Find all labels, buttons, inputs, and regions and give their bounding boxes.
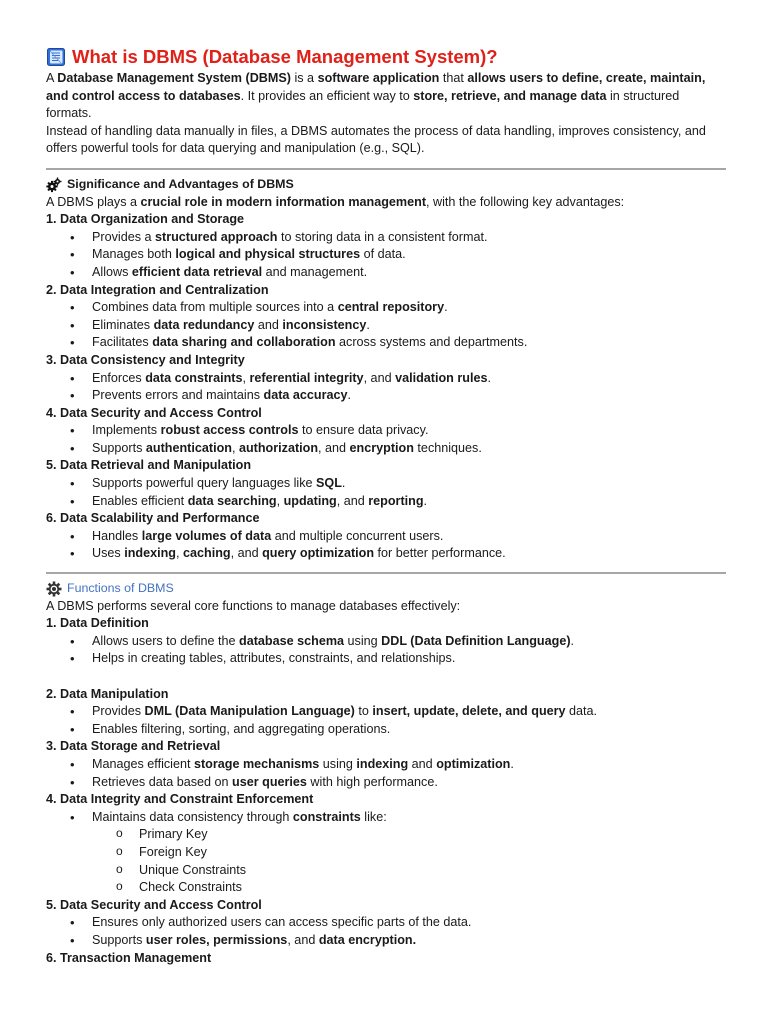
bold-text: central repository (337, 300, 445, 315)
text: Implements (92, 423, 161, 438)
list-item (46, 774, 726, 792)
intro-paragraph-1 (46, 70, 726, 123)
bold-text: data redundancy (153, 317, 255, 332)
text: , with the following key advantages: (426, 194, 625, 209)
list-item (46, 422, 726, 440)
bullet-list (46, 809, 726, 827)
text: , and (318, 440, 350, 455)
bold-text: constraints (292, 809, 361, 824)
text: Enables filtering, sorting, and aggregating operations. (92, 721, 391, 736)
text: Enforces (92, 370, 146, 385)
bold-text: insert, update, delete, and query (372, 704, 566, 719)
section-divider (46, 168, 726, 170)
text: A DBMS performs several core functions to manage databases effectively: (46, 598, 461, 613)
text: Provides a (92, 229, 155, 244)
text: and (408, 756, 437, 771)
text: . (444, 300, 448, 315)
numbered-heading: 5. Data Retrieval and Manipulation (46, 458, 252, 473)
text: Allows (92, 264, 132, 279)
page-title-text: What is DBMS (Database Management System)? (72, 46, 498, 67)
bold-text: data searching (187, 493, 277, 508)
list-item (46, 932, 726, 950)
text: Manages both (92, 247, 176, 262)
sub-list-item: o Unique Constraints (46, 862, 726, 880)
text: . (570, 633, 575, 648)
text: . (341, 476, 346, 491)
bold-text: query optimization (262, 546, 375, 561)
bold-text: authorization (238, 440, 319, 455)
text: techniques. (413, 440, 482, 455)
bold-text: data accuracy (263, 388, 348, 403)
bold-text: encryption (349, 440, 414, 455)
significance-lead (46, 194, 726, 212)
text: that (439, 71, 468, 85)
bold-text: data sharing and collaboration (152, 335, 336, 350)
bullet-list (46, 703, 726, 738)
numbered-heading: 6. Transaction Management (46, 950, 212, 965)
numbered-heading: 4. Data Security and Access Control (46, 405, 262, 420)
bold-text: allows users to define, create, maintain, and control access to databases (46, 71, 706, 103)
list-item (46, 264, 726, 282)
text: . (347, 388, 352, 403)
text: in structured formats. (46, 88, 680, 121)
bold-text: optimization (436, 756, 511, 771)
text: A (46, 71, 58, 85)
numbered-heading: 2. Data Integration and Centralization (46, 282, 269, 297)
bullet-list (46, 299, 726, 352)
text: Prevents errors and maintains (92, 388, 264, 403)
text: and management. (262, 264, 368, 279)
text: , (242, 370, 250, 385)
list-item (46, 334, 726, 352)
bold-text: software application (317, 71, 440, 85)
text: Provides (92, 704, 145, 719)
text: , and (287, 932, 319, 947)
bullet-list (46, 756, 726, 791)
spacer (46, 668, 726, 686)
list-item (46, 246, 726, 264)
bullet-list (46, 528, 726, 563)
list-item (46, 229, 726, 247)
text: , and (336, 493, 369, 508)
bold-text: structured approach (155, 229, 278, 244)
functions-list (46, 615, 726, 967)
bold-text: Database Management System (DBMS) (57, 71, 291, 85)
text: using (319, 756, 357, 771)
significance-heading-text: Significance and Advantages of DBMS (67, 176, 294, 191)
list-item (46, 914, 726, 932)
text: Ensures only authorized users can access specific parts of the data. (92, 915, 472, 930)
list-item (46, 756, 726, 774)
bold-text: updating (283, 493, 337, 508)
numbered-heading: 3. Data Storage and Retrieval (46, 739, 221, 754)
bold-text: data constraints (145, 370, 243, 385)
text: Combines data from multiple sources into a (92, 300, 338, 315)
numbered-heading: 4. Data Integrity and Constraint Enforcement (46, 792, 314, 807)
text: Allows users to define the (92, 633, 240, 648)
text: and (254, 317, 283, 332)
section-divider (46, 572, 726, 574)
sub-list-item: o Foreign Key (46, 844, 726, 862)
bold-text: robust access controls (160, 423, 299, 438)
list-item (46, 703, 726, 721)
bullet-list (46, 422, 726, 457)
list-item (46, 317, 726, 335)
text: , and (363, 370, 396, 385)
text: Supports (92, 440, 146, 455)
text: , (175, 546, 183, 561)
text: Handles (92, 528, 142, 543)
text: Uses (92, 546, 125, 561)
bullet-list (46, 475, 726, 510)
functions-heading-text: Functions of DBMS (67, 581, 174, 596)
intro-paragraph-2 (46, 123, 726, 158)
text: , and (230, 546, 263, 561)
list-item (46, 475, 726, 493)
numbered-heading: 6. Data Scalability and Performance (46, 511, 260, 526)
bold-text: user queries (232, 774, 307, 789)
bold-text: validation rules (395, 370, 488, 385)
text: with high performance. (306, 774, 438, 789)
sub-bullet-list (46, 826, 726, 896)
bold-text: DML (Data Manipulation Language) (144, 704, 355, 719)
text: . (487, 370, 491, 385)
bold-text: inconsistency (282, 317, 367, 332)
sub-list-item: o Check Constraints (46, 879, 726, 897)
sub-list-item: o Primary Key (46, 826, 726, 844)
text: like: (360, 809, 387, 824)
bold-text: authentication (145, 440, 232, 455)
text: A DBMS plays a (46, 194, 141, 209)
text: to (354, 704, 373, 719)
bold-text: indexing (124, 546, 176, 561)
bold-text: reporting (368, 493, 424, 508)
bold-text: logical and physical structures (175, 247, 361, 262)
functions-lead (46, 598, 726, 616)
bold-text: indexing (356, 756, 409, 771)
gear-cluster-icon (46, 177, 62, 193)
list-item (46, 370, 726, 388)
text: . (366, 317, 370, 332)
text: Supports powerful query languages like (92, 476, 317, 491)
text: Helps in creating tables, attributes, constraints, and relationships. (92, 651, 456, 666)
bold-text: large volumes of data (141, 528, 272, 543)
text: . It provides an efficient way to (240, 88, 414, 103)
gear-icon (46, 581, 62, 597)
list-item (46, 650, 726, 668)
list-item (46, 809, 726, 827)
functions-heading (46, 580, 726, 598)
text: Eliminates (92, 317, 154, 332)
bold-text: data encryption. (318, 932, 417, 947)
list-item (46, 440, 726, 458)
text: data. (565, 704, 598, 719)
text: . (510, 756, 514, 771)
list-item (46, 545, 726, 563)
list-item (46, 633, 726, 651)
bold-text: caching (182, 546, 231, 561)
text: Supports (92, 932, 146, 947)
text: to storing data in a consistent format. (277, 229, 488, 244)
bullet-list (46, 633, 726, 668)
bullet-list (46, 229, 726, 282)
text: Instead of handling data manually in files, a DBMS automates the process of data handling, improves consistency, and offers powerful tools for data querying and manipulation (e.g., SQL). (46, 123, 706, 156)
notebook-icon (46, 47, 66, 67)
bold-text: database schema (239, 633, 345, 648)
list-item (46, 721, 726, 739)
text: , (276, 493, 284, 508)
document-page (46, 44, 726, 967)
text: , (231, 440, 239, 455)
text: across systems and departments. (335, 335, 528, 350)
list-item (46, 299, 726, 317)
numbered-heading: 5. Data Security and Access Control (46, 897, 262, 912)
text: Enables efficient (92, 493, 188, 508)
list-item (46, 387, 726, 405)
page-title (46, 44, 726, 70)
bold-text: store, retrieve, and manage data (413, 88, 607, 103)
text: . (423, 493, 428, 508)
list-item (46, 528, 726, 546)
text: Maintains data consistency through (92, 809, 293, 824)
bold-text: SQL (316, 476, 342, 491)
list-item (46, 493, 726, 511)
text: Facilitates (92, 335, 153, 350)
numbered-heading: 1. Data Definition (46, 616, 149, 631)
text: of data. (360, 247, 406, 262)
bold-text: user roles, permissions (145, 932, 288, 947)
text: Manages efficient (92, 756, 194, 771)
numbered-heading: 3. Data Consistency and Integrity (46, 352, 245, 367)
bullet-list (46, 914, 726, 949)
text: to ensure data privacy. (298, 423, 429, 438)
text: and multiple concurrent users. (271, 528, 444, 543)
bold-text: efficient data retrieval (131, 264, 263, 279)
numbered-heading: 1. Data Organization and Storage (46, 212, 245, 227)
bold-text: referential integrity (249, 370, 364, 385)
bullet-list (46, 370, 726, 405)
text: for better performance. (374, 546, 506, 561)
text: using (344, 633, 382, 648)
numbered-heading: 2. Data Manipulation (46, 686, 169, 701)
bold-text: crucial role in modern information management (140, 194, 427, 209)
significance-list (46, 211, 726, 563)
bold-text: DDL (Data Definition Language) (381, 633, 571, 648)
significance-heading (46, 176, 726, 194)
bold-text: storage mechanisms (193, 756, 320, 771)
text: is a (290, 71, 318, 85)
text: Retrieves data based on (92, 774, 233, 789)
